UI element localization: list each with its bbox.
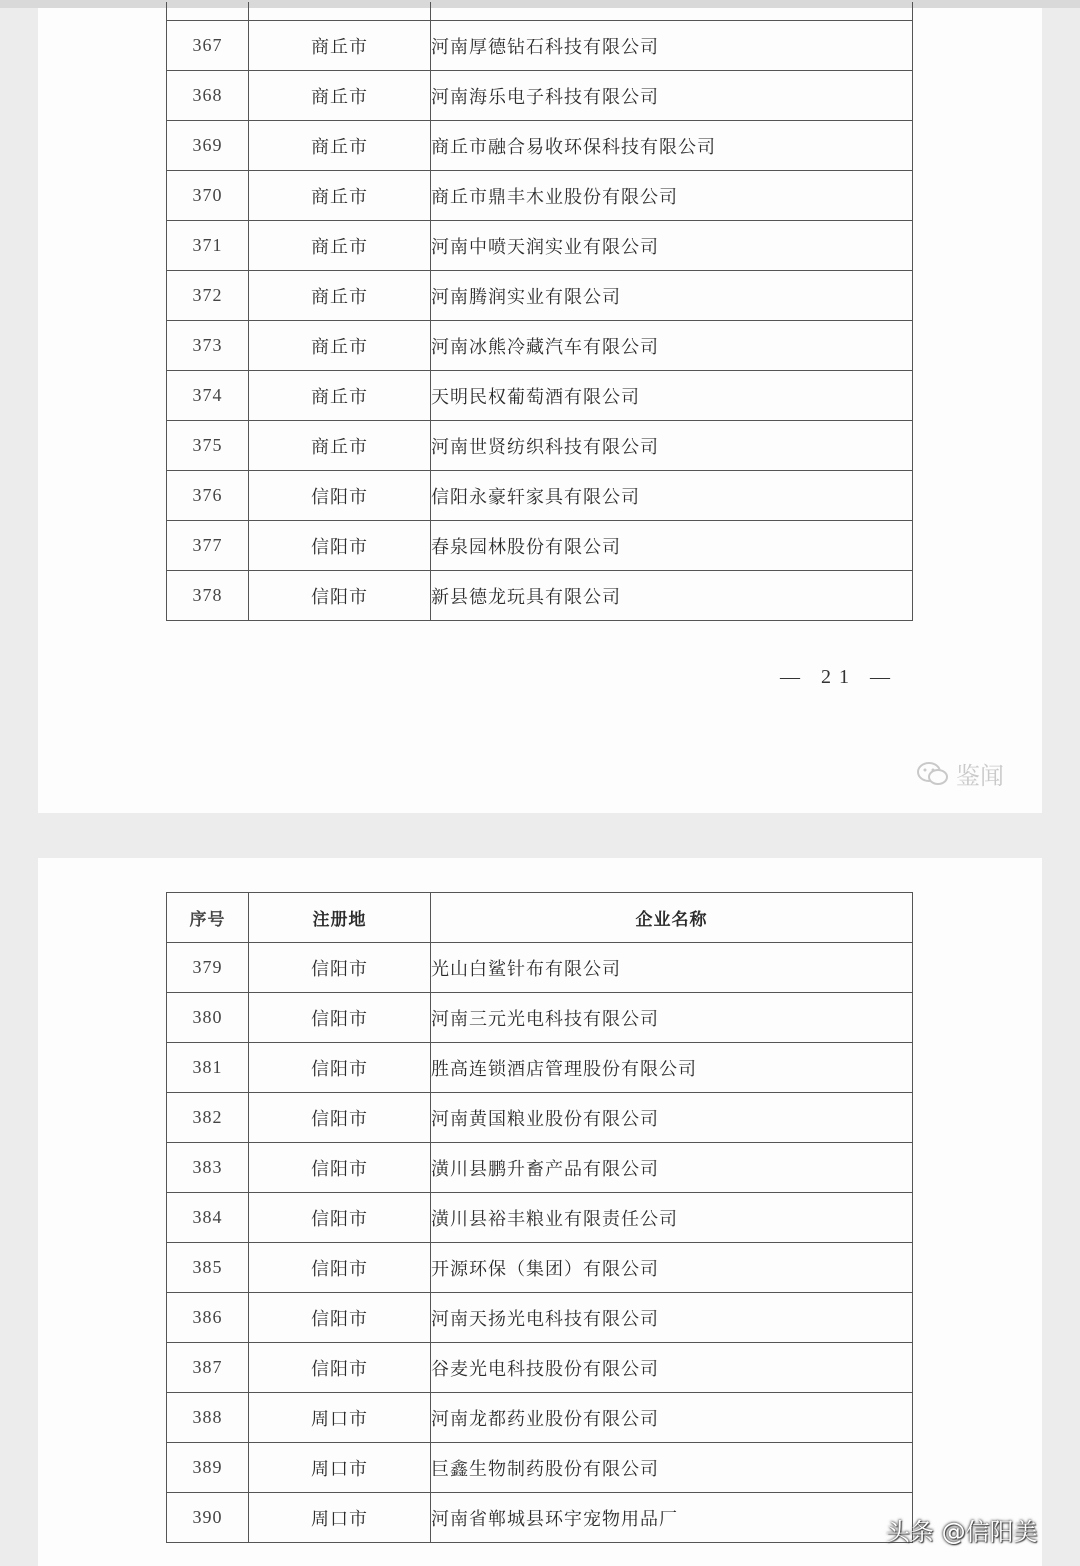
company-name-cell: 开源环保（集团）有限公司 (431, 1243, 913, 1293)
registration-place-cell: 商丘市 (249, 421, 431, 471)
header-registration-place: 注册地 (249, 893, 431, 943)
company-name-cell: 胜高连锁酒店管理股份有限公司 (431, 1043, 913, 1093)
page-number: — 21 — (780, 666, 898, 688)
serial-number-cell: 375 (167, 421, 249, 471)
registration-place-cell: 商丘市 (249, 121, 431, 171)
table-row (167, 993, 913, 1043)
registration-place-cell: 信阳市 (249, 1193, 431, 1243)
table-row (167, 171, 913, 221)
table-row (167, 1393, 913, 1443)
serial-number-cell: 387 (167, 1343, 249, 1393)
registration-place-cell: 商丘市 (249, 71, 431, 121)
table-row (167, 1243, 913, 1293)
registration-place-cell: 商丘市 (249, 221, 431, 271)
serial-number-cell: 388 (167, 1393, 249, 1443)
table-row (167, 1493, 913, 1543)
registration-place-cell: 商丘市 (249, 371, 431, 421)
serial-number-cell: 384 (167, 1193, 249, 1243)
company-name-cell: 商丘市鼎丰木业股份有限公司 (431, 171, 913, 221)
table-row (167, 371, 913, 421)
wechat-icon (916, 761, 950, 787)
serial-number-cell: 373 (167, 321, 249, 371)
registration-place-cell: 信阳市 (249, 521, 431, 571)
header-company-name: 企业名称 (431, 893, 913, 943)
serial-number-cell: 374 (167, 371, 249, 421)
serial-number-cell: 390 (167, 1493, 249, 1543)
registration-place-cell: 周口市 (249, 1443, 431, 1493)
table-row (167, 571, 913, 621)
serial-number-cell: 383 (167, 1143, 249, 1193)
serial-number-cell: 389 (167, 1443, 249, 1493)
table-row (167, 1193, 913, 1243)
company-table-page-21 (166, 2, 913, 621)
table-row (167, 271, 913, 321)
company-name-cell: 河南龙都药业股份有限公司 (431, 1393, 913, 1443)
company-name-cell: 河南厚德钻石科技有限公司 (431, 21, 913, 71)
company-name-cell: 河南省郸城县环宇宠物用品厂 (431, 1493, 913, 1543)
table-header-row (167, 893, 913, 943)
company-name-cell: 潢川县裕丰粮业有限责任公司 (431, 1193, 913, 1243)
serial-number-cell: 382 (167, 1093, 249, 1143)
table-row (167, 421, 913, 471)
watermark-text: 鉴闻 (956, 762, 1004, 790)
company-name-cell: 谷麦光电科技股份有限公司 (431, 1343, 913, 1393)
table-row (167, 1293, 913, 1343)
company-name-cell: 河南天扬光电科技有限公司 (431, 1293, 913, 1343)
serial-number-cell: 386 (167, 1293, 249, 1343)
registration-place-cell: 周口市 (249, 1393, 431, 1443)
registration-place-cell: 商丘市 (249, 21, 431, 71)
serial-number-cell: 368 (167, 71, 249, 121)
table-row (167, 1093, 913, 1143)
serial-number-cell: 372 (167, 271, 249, 321)
registration-place-cell: 信阳市 (249, 993, 431, 1043)
serial-number-cell: 377 (167, 521, 249, 571)
company-name-cell: 信阳永豪轩家具有限公司 (431, 471, 913, 521)
registration-place-cell: 信阳市 (249, 471, 431, 521)
company-name-cell: 河南中喷天润实业有限公司 (431, 221, 913, 271)
registration-place-cell: 商丘市 (249, 271, 431, 321)
table-row (167, 221, 913, 271)
registration-place-cell: 周口市 (249, 1493, 431, 1543)
company-name-cell: 河南海乐电子科技有限公司 (431, 71, 913, 121)
serial-number-cell: 371 (167, 221, 249, 271)
company-name-cell: 河南三元光电科技有限公司 (431, 993, 913, 1043)
registration-place-cell: 信阳市 (249, 1043, 431, 1093)
company-name-cell: 河南冰熊冷藏汽车有限公司 (431, 321, 913, 371)
table-row (167, 1343, 913, 1393)
company-name-cell: 新县德龙玩具有限公司 (431, 571, 913, 621)
document-page-21 (38, 8, 1042, 813)
serial-number-cell: 381 (167, 1043, 249, 1093)
company-name-cell: 河南腾润实业有限公司 (431, 271, 913, 321)
company-name-cell: 河南世贤纺织科技有限公司 (431, 421, 913, 471)
table-row-cutoff (167, 2, 913, 21)
serial-number-cell: 376 (167, 471, 249, 521)
company-name-cell: 潢川县鹏升畜产品有限公司 (431, 1143, 913, 1193)
registration-place-cell: 信阳市 (249, 1343, 431, 1393)
table-row (167, 321, 913, 371)
serial-number-cell: 378 (167, 571, 249, 621)
serial-number-cell: 367 (167, 21, 249, 71)
registration-place-cell: 信阳市 (249, 943, 431, 993)
table-row (167, 471, 913, 521)
document-page-22 (38, 858, 1042, 1566)
table-row (167, 71, 913, 121)
table-row (167, 943, 913, 993)
company-name-cell: 光山白鲨针布有限公司 (431, 943, 913, 993)
table-row (167, 1443, 913, 1493)
registration-place-cell: 信阳市 (249, 1293, 431, 1343)
registration-place-cell: 商丘市 (249, 321, 431, 371)
wechat-watermark (916, 756, 1004, 791)
table-row (167, 1043, 913, 1093)
toutiao-credit: 头条 @信阳美 (886, 1518, 1038, 1546)
table-row (167, 21, 913, 71)
company-name-cell: 巨鑫生物制药股份有限公司 (431, 1443, 913, 1493)
header-serial-number: 序号 (167, 893, 249, 943)
serial-number-cell: 379 (167, 943, 249, 993)
serial-number-cell: 385 (167, 1243, 249, 1293)
company-name-cell: 春泉园林股份有限公司 (431, 521, 913, 571)
serial-number-cell: 370 (167, 171, 249, 221)
registration-place-cell: 信阳市 (249, 1243, 431, 1293)
registration-place-cell: 信阳市 (249, 571, 431, 621)
registration-place-cell: 商丘市 (249, 171, 431, 221)
table-row (167, 521, 913, 571)
serial-number-cell: 369 (167, 121, 249, 171)
table-row (167, 1143, 913, 1193)
company-name-cell: 商丘市融合易收环保科技有限公司 (431, 121, 913, 171)
table-row (167, 121, 913, 171)
company-name-cell: 河南黄国粮业股份有限公司 (431, 1093, 913, 1143)
registration-place-cell: 信阳市 (249, 1093, 431, 1143)
registration-place-cell: 信阳市 (249, 1143, 431, 1193)
company-table-page-22 (166, 892, 913, 1543)
serial-number-cell: 380 (167, 993, 249, 1043)
company-name-cell: 天明民权葡萄酒有限公司 (431, 371, 913, 421)
